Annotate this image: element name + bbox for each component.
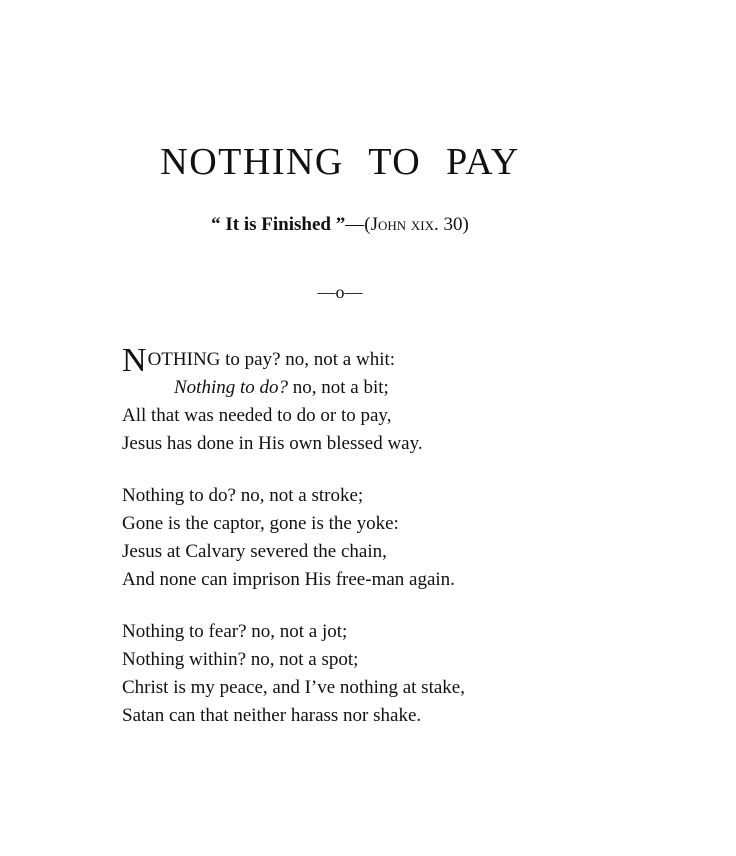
section-divider: —o— — [317, 282, 363, 302]
poem-body — [122, 342, 702, 754]
stanza-3-line-3: Christ is my peace, and I’ve nothing at stake, — [122, 677, 465, 698]
line-text-italic: Nothing to do? — [174, 377, 293, 398]
scripture-reference — [0, 214, 680, 236]
reference-book: John xix. — [370, 214, 439, 235]
stanza-1-line-2 — [122, 374, 702, 402]
drop-cap: N — [122, 342, 147, 379]
reference-suffix: 30) — [438, 214, 469, 235]
poem-title: NOTHING TO PAY — [160, 141, 520, 183]
stanza-2 — [122, 482, 702, 594]
stanza-3-line-4: Satan can that neither harass nor shake. — [122, 705, 422, 726]
stanza-3-line-2: Nothing within? no, not a spot; — [122, 649, 359, 670]
stanza-3-line-1: Nothing to fear? no, not a jot; — [122, 621, 348, 642]
reference-prefix: —( — [345, 214, 371, 235]
line-text: OTHING to pay? no, not a whit: — [147, 349, 396, 370]
stanza-1-line-4: Jesus has done in His own blessed way. — [122, 433, 423, 454]
stanza-2-line-4: And none can imprison His free-man again. — [122, 569, 455, 590]
stanza-1-line-3: All that was needed to do or to pay, — [122, 405, 392, 426]
line-text: no, not a bit; — [292, 377, 389, 398]
stanza-2-line-3: Jesus at Calvary severed the chain, — [122, 541, 387, 562]
stanza-3 — [122, 618, 702, 730]
stanza-1 — [122, 342, 702, 458]
stanza-1-line-1 — [122, 342, 702, 379]
scripture-quote: “ It is Finished ” — [211, 214, 346, 235]
stanza-2-line-1: Nothing to do? no, not a stroke; — [122, 485, 364, 506]
stanza-2-line-2: Gone is the captor, gone is the yoke: — [122, 513, 399, 534]
